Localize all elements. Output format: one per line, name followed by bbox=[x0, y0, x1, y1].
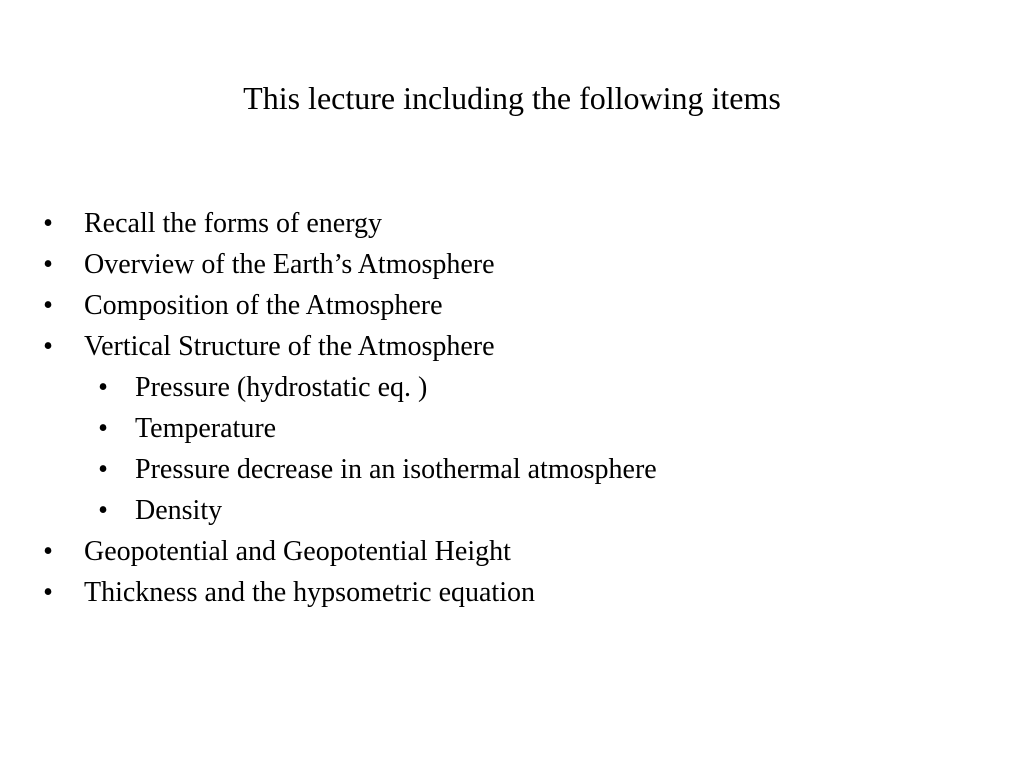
list-item bbox=[0, 572, 1024, 613]
bullet-icon: • bbox=[98, 372, 108, 403]
bullet-icon: • bbox=[43, 249, 53, 280]
list-item bbox=[0, 531, 1024, 572]
sub-list-item bbox=[0, 367, 1024, 408]
bullet-icon: • bbox=[98, 495, 108, 526]
sub-list-item bbox=[0, 449, 1024, 490]
bullet-icon: • bbox=[43, 208, 53, 239]
sub-list-item bbox=[0, 490, 1024, 531]
slide-title: This lecture including the following items bbox=[243, 80, 781, 116]
list-item bbox=[0, 285, 1024, 326]
bullet-icon: • bbox=[43, 577, 53, 608]
list-item-text: Composition of the Atmosphere bbox=[84, 290, 443, 321]
bullet-icon: • bbox=[43, 290, 53, 321]
bullet-icon: • bbox=[98, 413, 108, 444]
bullet-icon: • bbox=[43, 536, 53, 567]
bullet-icon: • bbox=[98, 454, 108, 485]
list-item-text: Geopotential and Geopotential Height bbox=[84, 536, 511, 567]
list-item-text: Overview of the Earth’s Atmosphere bbox=[84, 249, 495, 280]
list-item bbox=[0, 203, 1024, 244]
sub-list-item-text: Pressure decrease in an isothermal atmosphere bbox=[135, 454, 657, 485]
list-item-text: Thickness and the hypsometric equation bbox=[84, 577, 535, 608]
list-item-text: Recall the forms of energy bbox=[84, 208, 383, 239]
sub-list-item-text: Temperature bbox=[135, 413, 277, 444]
sub-list-item bbox=[0, 408, 1024, 449]
sub-list-item-text: Pressure (hydrostatic eq. ) bbox=[135, 372, 428, 403]
list-item bbox=[0, 326, 1024, 367]
sub-list-item-text: Density bbox=[135, 495, 223, 526]
bullet-list bbox=[0, 203, 1024, 613]
list-item-text: Vertical Structure of the Atmosphere bbox=[84, 331, 495, 362]
list-item bbox=[0, 244, 1024, 285]
bullet-icon: • bbox=[43, 331, 53, 362]
